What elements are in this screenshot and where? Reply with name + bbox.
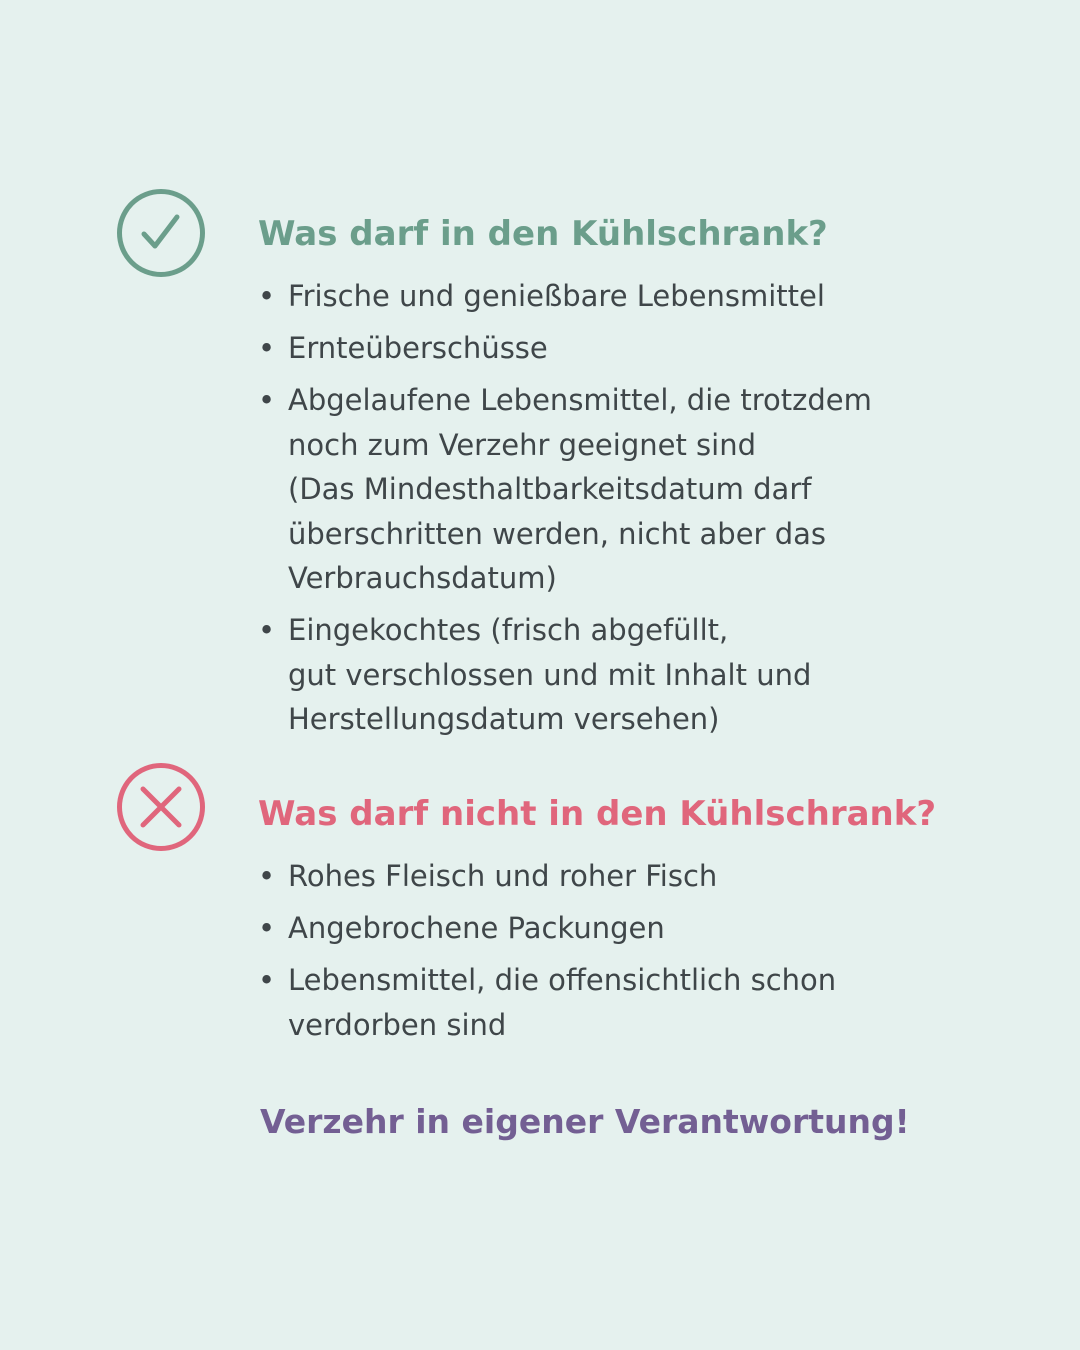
bullet-icon: • <box>258 331 276 365</box>
list-item-text: Abgelaufene Lebensmittel, die trotzdem <box>288 383 872 417</box>
x-circle-icon-graphic <box>116 762 206 852</box>
list-item-text: Frische und genießbare Lebensmittel <box>288 279 825 313</box>
list-item <box>258 906 898 951</box>
list-item-text: Verbrauchsdatum) <box>288 561 557 595</box>
list-item-text: überschritten werden, nicht aber das <box>288 516 826 551</box>
list-item-text: Herstellungsdatum versehen) <box>288 702 720 736</box>
allowed-heading: Was darf in den Kühlschrank? <box>258 214 828 254</box>
x-circle-icon <box>116 762 206 852</box>
list-item-text: noch zum Verzehr geeignet sind <box>288 427 756 462</box>
list-item <box>258 854 898 899</box>
bullet-icon: • <box>258 859 276 893</box>
bullet-icon: • <box>258 279 276 313</box>
list-item-text: Ernteüberschüsse <box>288 331 548 365</box>
forbidden-heading: Was darf nicht in den Kühlschrank? <box>258 794 937 834</box>
list-item-text: (Das Mindesthaltbarkeitsdatum darf <box>288 472 812 506</box>
list-item <box>258 958 898 1047</box>
check-circle-icon <box>116 188 206 278</box>
bullet-icon: • <box>258 963 276 997</box>
bullet-icon: • <box>258 613 276 647</box>
list-item-text: Eingekochtes (frisch abgefüllt, <box>288 613 729 647</box>
check-circle-icon-graphic <box>116 188 206 278</box>
list-item <box>258 378 898 601</box>
allowed-list <box>258 274 898 749</box>
bullet-icon: • <box>258 383 276 417</box>
list-item-text: Lebensmittel, die offensichtlich schon <box>288 963 837 997</box>
list-item-text: verdorben sind <box>288 1007 507 1042</box>
forbidden-list <box>258 854 898 1055</box>
list-item-text: gut verschlossen und mit Inhalt und <box>288 657 812 692</box>
list-item-text: Rohes Fleisch und roher Fisch <box>288 859 718 893</box>
list-item <box>258 326 898 371</box>
responsibility-notice: Verzehr in eigener Verantwortung! <box>260 1102 910 1141</box>
list-item-text: Angebrochene Packungen <box>288 911 665 945</box>
bullet-icon: • <box>258 911 276 945</box>
list-item <box>258 274 898 319</box>
list-item <box>258 608 898 742</box>
